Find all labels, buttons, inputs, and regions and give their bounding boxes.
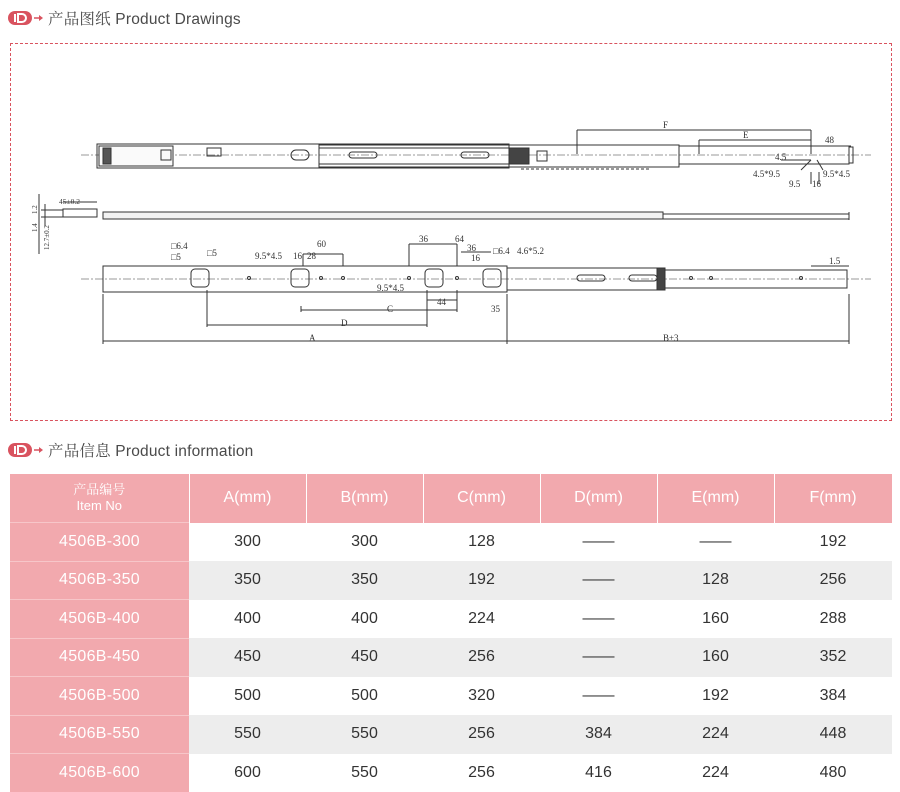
header-col-d: D(mm) xyxy=(540,474,657,523)
value-cell: 550 xyxy=(306,754,423,792)
item-no-cell: 4506B-500 xyxy=(10,677,189,716)
slide-technical-drawing xyxy=(11,44,893,422)
dim-C: C xyxy=(387,304,394,314)
product-spec-table xyxy=(10,474,893,792)
header-item-cn: 产品编号 xyxy=(73,482,126,497)
value-cell: 450 xyxy=(306,638,423,677)
item-no-cell: 4506B-450 xyxy=(10,638,189,677)
dim-4-5x9-5: 4.5*9.5 xyxy=(753,169,780,179)
value-cell: 500 xyxy=(189,677,306,716)
table-row xyxy=(10,561,892,600)
id-logo-icon xyxy=(8,443,32,457)
dim-4-5: 4.5 xyxy=(775,152,787,162)
dim-16: 16 xyxy=(812,179,821,189)
product-drawing-frame xyxy=(10,43,892,421)
dim-B: B±3 xyxy=(663,333,679,343)
value-cell: 160 xyxy=(657,638,774,677)
value-cell: 350 xyxy=(189,561,306,600)
value-cell: 500 xyxy=(306,677,423,716)
value-cell: 288 xyxy=(774,600,892,639)
value-cell: 224 xyxy=(657,754,774,792)
drawings-heading xyxy=(8,7,241,29)
dim-1-2: 1.2 xyxy=(31,205,39,214)
value-cell: 224 xyxy=(423,600,540,639)
item-no-cell: 4506B-400 xyxy=(10,600,189,639)
header-col-a: A(mm) xyxy=(189,474,306,523)
dim-D: D xyxy=(341,318,348,328)
value-cell: —— xyxy=(657,523,774,562)
value-cell: 300 xyxy=(306,523,423,562)
table-row xyxy=(10,677,892,716)
value-cell: 128 xyxy=(657,561,774,600)
dim-16c: 16 xyxy=(471,253,480,263)
dim-1-5: 1.5 xyxy=(829,256,841,266)
table-row xyxy=(10,754,892,792)
dim-48: 48 xyxy=(825,135,834,145)
table-row xyxy=(10,638,892,677)
value-cell: 128 xyxy=(423,523,540,562)
value-cell: —— xyxy=(540,561,657,600)
table-row xyxy=(10,523,892,562)
dim-sq5a: □5 xyxy=(171,252,181,262)
dim-1-4: 1.4 xyxy=(31,223,39,232)
dim-12-7: 12.7±0.2 xyxy=(43,225,51,250)
dim-F: F xyxy=(663,120,669,130)
id-logo-icon xyxy=(8,11,32,25)
dim-9-5x4-5c: 9.5*4.5 xyxy=(377,283,404,293)
value-cell: 400 xyxy=(306,600,423,639)
value-cell: —— xyxy=(540,600,657,639)
dim-60: 60 xyxy=(317,239,326,249)
dim-9-5x4-5b: 9.5*4.5 xyxy=(255,251,282,261)
item-no-cell: 4506B-350 xyxy=(10,561,189,600)
dim-64: 64 xyxy=(455,234,464,244)
value-cell: 600 xyxy=(189,754,306,792)
value-cell: 352 xyxy=(774,638,892,677)
dim-28: 28 xyxy=(307,251,316,261)
item-no-cell: 4506B-550 xyxy=(10,715,189,754)
information-title: 产品信息 Product information xyxy=(48,443,254,460)
header-col-c: C(mm) xyxy=(423,474,540,523)
header-col-e: E(mm) xyxy=(657,474,774,523)
dim-9-5: 9.5 xyxy=(789,179,801,189)
dim-36a: 36 xyxy=(419,234,428,244)
table-header-row xyxy=(10,474,892,523)
value-cell: 416 xyxy=(540,754,657,792)
arrow-right-icon xyxy=(34,11,44,25)
value-cell: 550 xyxy=(189,715,306,754)
value-cell: 300 xyxy=(189,523,306,562)
header-item-no xyxy=(10,474,189,523)
dim-4-6x5-2: 4.6*5.2 xyxy=(517,246,544,256)
table-row xyxy=(10,715,892,754)
dim-A: A xyxy=(309,333,316,343)
dim-45: 45±0.2 xyxy=(59,197,80,206)
table-row xyxy=(10,600,892,639)
value-cell: 550 xyxy=(306,715,423,754)
information-heading xyxy=(8,439,254,461)
dim-44: 44 xyxy=(437,297,446,307)
value-cell: 256 xyxy=(423,638,540,677)
dim-9-5x4-5: 9.5*4.5 xyxy=(823,169,850,179)
dim-sq6-4b: □6.4 xyxy=(493,246,510,256)
value-cell: 400 xyxy=(189,600,306,639)
header-col-f: F(mm) xyxy=(774,474,892,523)
value-cell: —— xyxy=(540,677,657,716)
header-col-b: B(mm) xyxy=(306,474,423,523)
value-cell: 256 xyxy=(423,715,540,754)
value-cell: 448 xyxy=(774,715,892,754)
value-cell: 192 xyxy=(657,677,774,716)
value-cell: 350 xyxy=(306,561,423,600)
item-no-cell: 4506B-300 xyxy=(10,523,189,562)
value-cell: 384 xyxy=(540,715,657,754)
value-cell: 224 xyxy=(657,715,774,754)
dim-36b: 36 xyxy=(467,243,476,253)
value-cell: 480 xyxy=(774,754,892,792)
dim-sq5b: □5 xyxy=(207,248,217,258)
value-cell: 256 xyxy=(423,754,540,792)
item-no-cell: 4506B-600 xyxy=(10,754,189,792)
value-cell: 192 xyxy=(774,523,892,562)
header-item-en: Item No xyxy=(76,498,122,513)
value-cell: —— xyxy=(540,638,657,677)
dim-E: E xyxy=(743,130,749,140)
value-cell: 384 xyxy=(774,677,892,716)
dim-sq6-4a: □6.4 xyxy=(171,241,188,251)
value-cell: 160 xyxy=(657,600,774,639)
value-cell: —— xyxy=(540,523,657,562)
value-cell: 320 xyxy=(423,677,540,716)
drawings-title: 产品图纸 Product Drawings xyxy=(48,11,241,28)
value-cell: 256 xyxy=(774,561,892,600)
dim-16b: 16 xyxy=(293,251,302,261)
value-cell: 192 xyxy=(423,561,540,600)
value-cell: 450 xyxy=(189,638,306,677)
dim-35: 35 xyxy=(491,304,500,314)
arrow-right-icon xyxy=(34,443,44,457)
